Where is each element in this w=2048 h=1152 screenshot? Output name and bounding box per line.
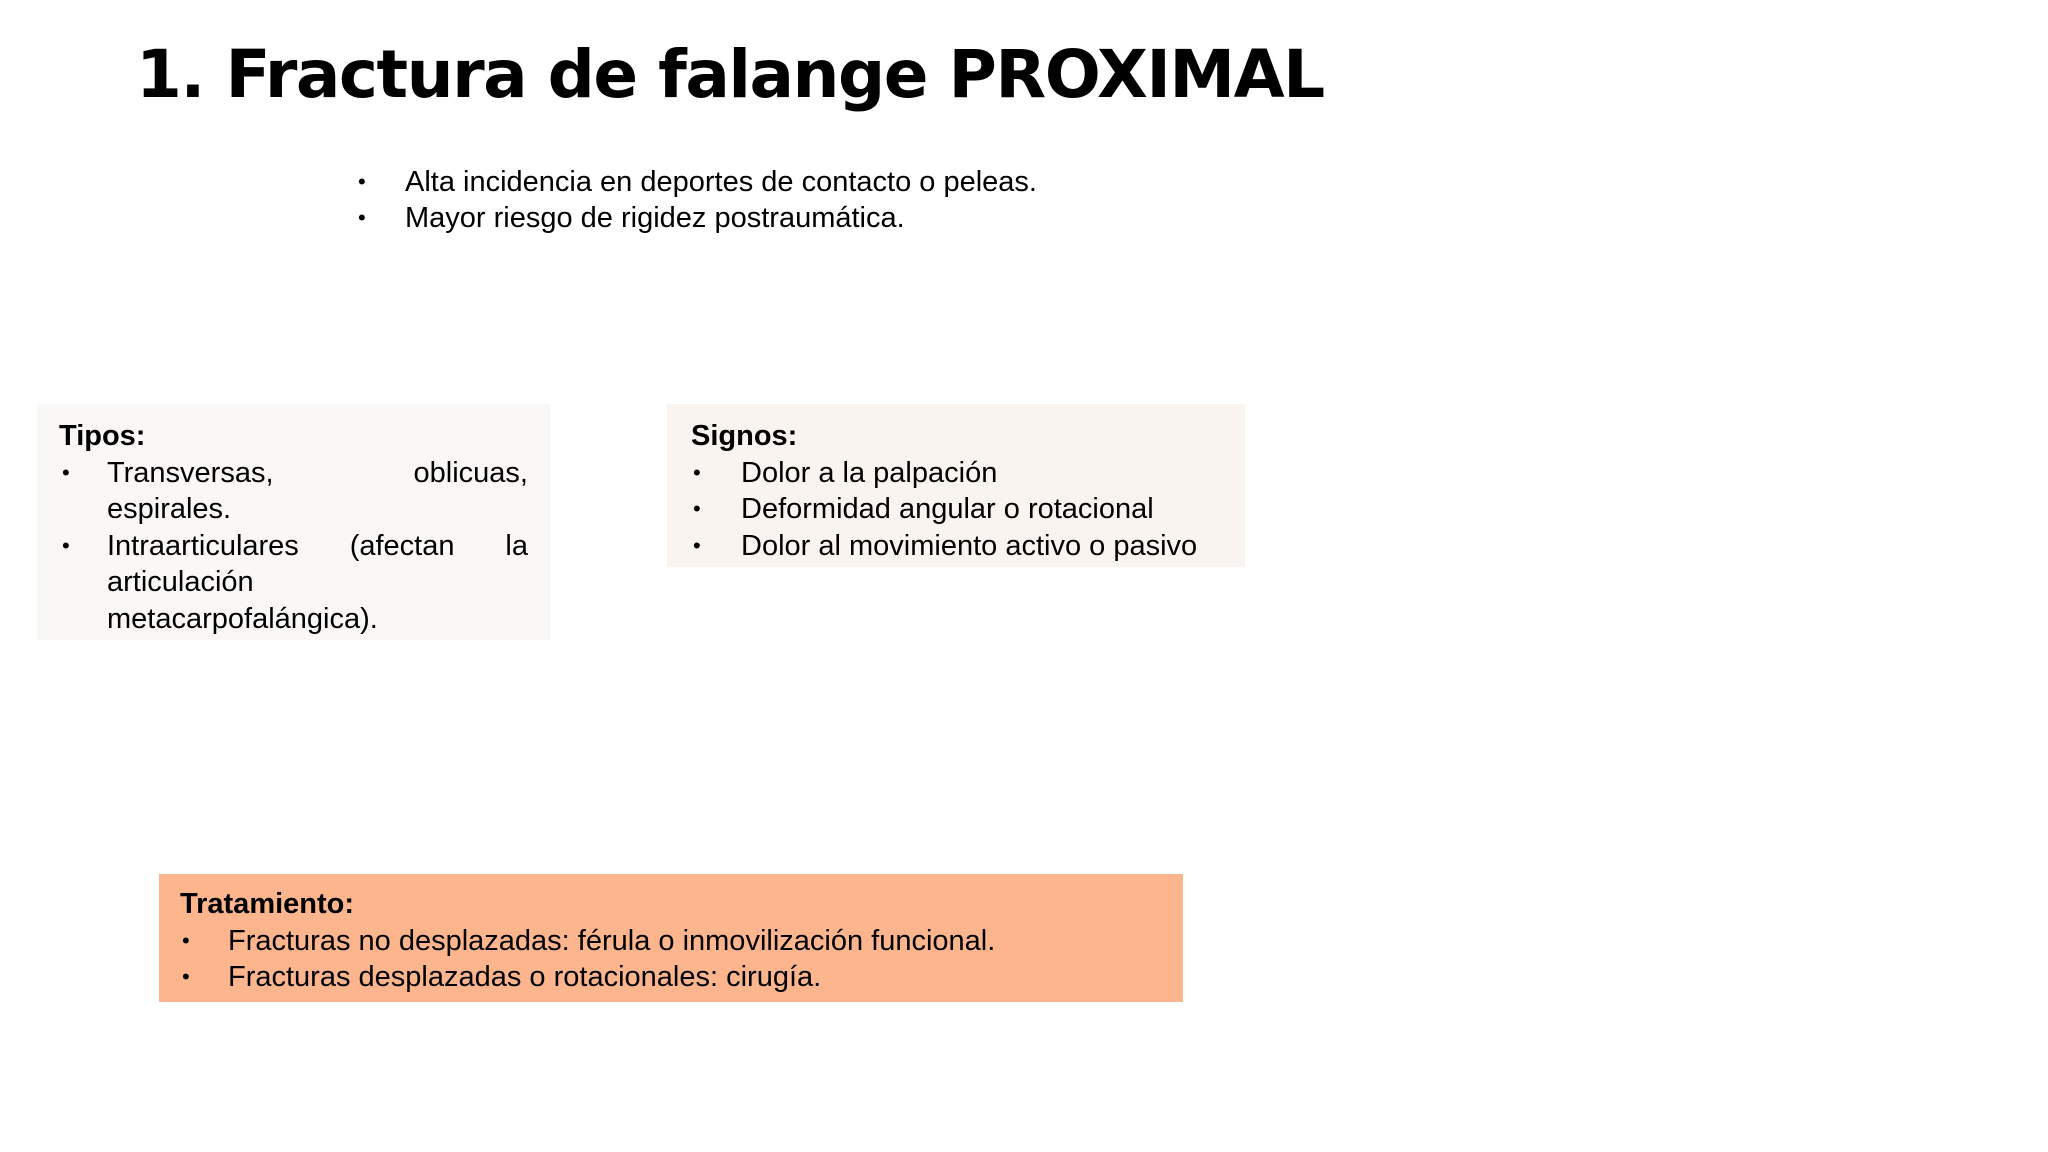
slide-title: 1. Fractura de falange PROXIMAL — [136, 36, 1324, 113]
signos-item-text: Deformidad angular o rotacional — [741, 493, 1154, 525]
signos-item-text: Dolor a la palpación — [741, 456, 998, 489]
tratamiento-item-text: Fracturas desplazadas o rotacionales: cirugía. — [228, 961, 822, 993]
signos-item — [691, 491, 1227, 528]
signos-heading: Signos: — [691, 420, 798, 452]
signos-item — [691, 528, 1227, 565]
tratamiento-box — [159, 874, 1183, 1002]
intro-bullet-item — [352, 200, 1037, 236]
signos-list — [691, 455, 1227, 565]
bullet-icon: • — [182, 964, 190, 989]
tratamiento-list — [180, 923, 1163, 996]
intro-bullet-text: Mayor riesgo de rigidez postraumática. — [405, 202, 905, 234]
bullet-icon: • — [693, 459, 701, 485]
bullet-icon: • — [693, 496, 701, 521]
bullet-icon: • — [182, 927, 190, 953]
tipos-item — [59, 455, 528, 528]
bullet-icon: • — [358, 169, 366, 194]
intro-bullet-text: Alta incidencia en deportes de contacto o peleas. — [405, 166, 1037, 198]
intro-bullet-item — [352, 164, 1037, 200]
tipos-box — [37, 404, 550, 640]
tipos-list — [59, 455, 528, 638]
tipos-item-text: Transversas, oblicuas, espirales. — [107, 456, 528, 525]
bullet-icon: • — [62, 459, 70, 485]
bullet-icon: • — [62, 532, 70, 558]
tipos-item — [59, 528, 528, 638]
tipos-heading: Tipos: — [59, 420, 146, 452]
signos-item — [691, 455, 1227, 492]
signos-box — [667, 404, 1245, 567]
tratamiento-item-text: Fracturas no desplazadas: férula o inmovilización funcional. — [228, 924, 996, 957]
intro-bullet-list — [352, 164, 1037, 236]
tratamiento-item — [180, 959, 1163, 996]
bullet-icon: • — [358, 205, 366, 230]
tipos-item-text: Intraarticulares (afectan la articulación metacarpofalángica). — [107, 529, 528, 635]
signos-item-text: Dolor al movimiento activo o pasivo — [741, 529, 1198, 562]
bullet-icon: • — [693, 532, 701, 558]
tratamiento-heading: Tratamiento: — [180, 888, 355, 920]
tratamiento-item — [180, 923, 1163, 960]
